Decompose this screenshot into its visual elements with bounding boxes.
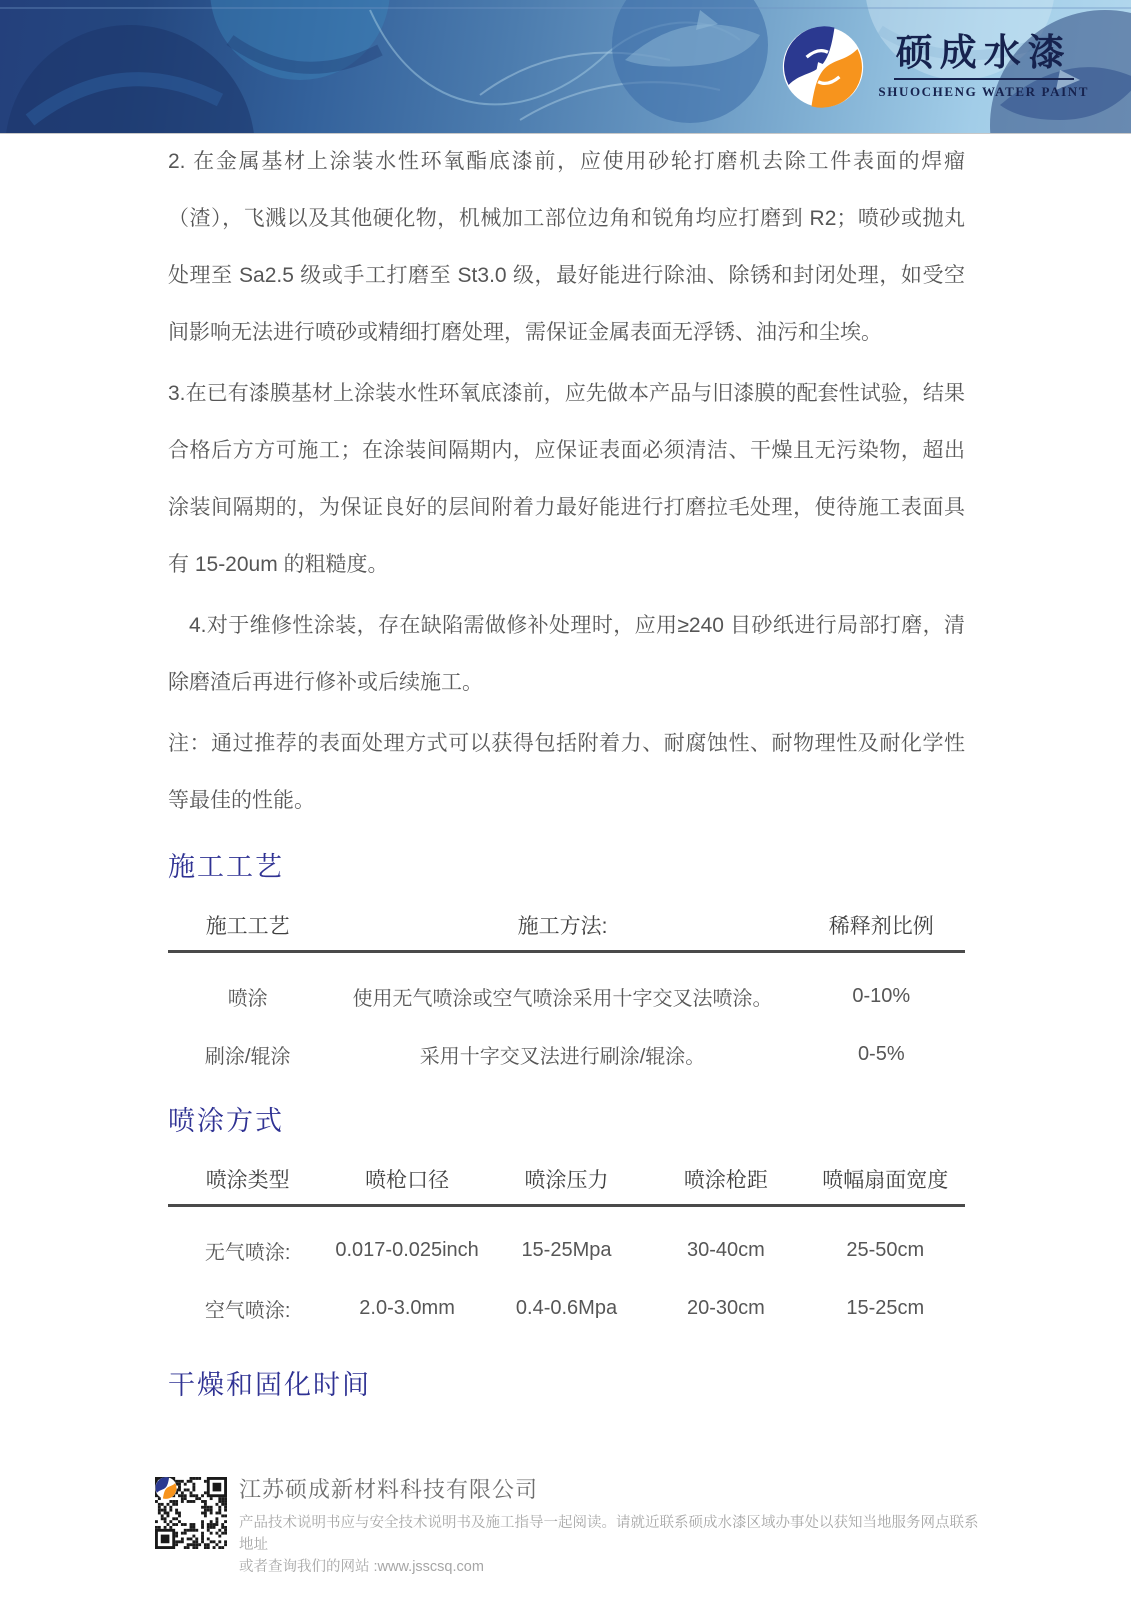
table-header-row <box>168 1146 965 1207</box>
footer-disclaimer <box>239 1512 985 1578</box>
table-cell: 15-25cm <box>846 1296 925 1319</box>
paragraph-repair-coating: 4.对于维修性涂装，存在缺陷需做修补处理时，应用≥240 目砂纸进行局部打磨，清除磨渣后再进行修补或后续施工。 <box>168 614 965 694</box>
table-cell: 空气喷涂: <box>204 1299 291 1322</box>
table-row <box>168 1221 965 1279</box>
column-header: 喷幅扇面宽度 <box>822 1169 949 1192</box>
footer-disclaimer-line2: 或者查询我们的网站 :www.jsscsq.com <box>239 1559 484 1576</box>
brand-block <box>782 22 1089 112</box>
footer-text-block <box>239 1477 985 1578</box>
footer <box>155 1477 985 1578</box>
table-cell: 无气喷涂: <box>204 1241 291 1264</box>
column-header: 喷枪口径 <box>365 1169 450 1192</box>
qr-code <box>155 1477 227 1549</box>
header-banner <box>0 0 1131 134</box>
table-row <box>168 967 965 1025</box>
construction-process-table <box>168 892 965 1083</box>
brand-name-en: SHUOCHENG WATER PAINT <box>878 84 1089 100</box>
company-logo-icon <box>782 26 864 108</box>
table-cell: 刷涂/辊涂 <box>204 1045 291 1068</box>
table-cell: 喷涂 <box>227 987 268 1010</box>
table-cell: 2.0-3.0mm <box>359 1296 455 1319</box>
qr-center-logo-icon <box>155 1477 177 1499</box>
table-cell: 使用无气喷涂或空气喷涂采用十字交叉法喷涂。 <box>352 987 773 1010</box>
section-title-spray-method: 喷涂方式 <box>168 1106 284 1136</box>
table-cell: 25-50cm <box>846 1238 925 1261</box>
document-body <box>168 133 965 1410</box>
table-cell: 采用十字交叉法进行刷涂/辊涂。 <box>419 1045 706 1068</box>
table-cell: 0-5% <box>857 1042 905 1065</box>
table-cell: 0.4-0.6Mpa <box>515 1296 618 1319</box>
column-header: 喷涂类型 <box>205 1169 290 1192</box>
section-title-drying-curing-time: 干燥和固化时间 <box>168 1370 371 1400</box>
column-header: 喷涂枪距 <box>683 1169 768 1192</box>
table-cell: 0.017-0.025inch <box>335 1238 479 1261</box>
paragraph-note: 注：通过推荐的表面处理方式可以获得包括附着力、耐腐蚀性、耐物理性及耐化学性等最佳的性能。 <box>168 732 965 812</box>
table-cell: 20-30cm <box>686 1296 765 1319</box>
table-row <box>168 1025 965 1083</box>
column-header: 施工工艺 <box>205 915 290 938</box>
brand-name-cn: 硕成水漆 <box>894 34 1074 81</box>
paragraph-surface-prep-old-film: 3.在已有漆膜基材上涂装水性环氧底漆前，应先做本产品与旧漆膜的配套性试验，结果合格后方方可施工；在涂装间隔期内，应保证表面必须清洁、干燥且无污染物，超出涂装间隔期的，为保证良好的层间附着力最好能进行打磨拉毛处理，使待施工表面具有 15-20um 的粗糙度。 <box>168 382 965 576</box>
footer-company-name: 江苏硕成新材料科技有限公司 <box>239 1477 539 1502</box>
section-title-construction-process: 施工工艺 <box>168 852 284 882</box>
table-cell: 30-40cm <box>686 1238 765 1261</box>
footer-disclaimer-line1: 产品技术说明书应与安全技术说明书及施工指导一起阅读。请就近联系硕成水漆区域办事处以获知当地服务网点联系地址 <box>239 1515 979 1554</box>
column-header: 施工方法: <box>517 915 608 938</box>
table-header-row <box>168 892 965 953</box>
column-header: 喷涂压力 <box>524 1169 609 1192</box>
spray-method-table <box>168 1146 965 1337</box>
table-cell: 0-10% <box>852 984 911 1007</box>
table-cell: 15-25Mpa <box>521 1238 612 1261</box>
column-header: 稀释剂比例 <box>828 915 934 938</box>
table-row <box>168 1279 965 1337</box>
paragraph-surface-prep-metal: 2. 在金属基材上涂装水性环氧酯底漆前，应使用砂轮打磨机去除工件表面的焊瘤（渣），飞溅以及其他硬化物，机械加工部位边角和锐角均应打磨到 R2；喷砂或抛丸处理至 Sa2.5 级或手工打磨至 St3.0 级，最好能进行除油、除锈和封闭处理，如受空间影响无法进行喷砂或精细打磨处理，需保证金属表面无浮锈、油污和尘埃。 <box>168 150 965 344</box>
